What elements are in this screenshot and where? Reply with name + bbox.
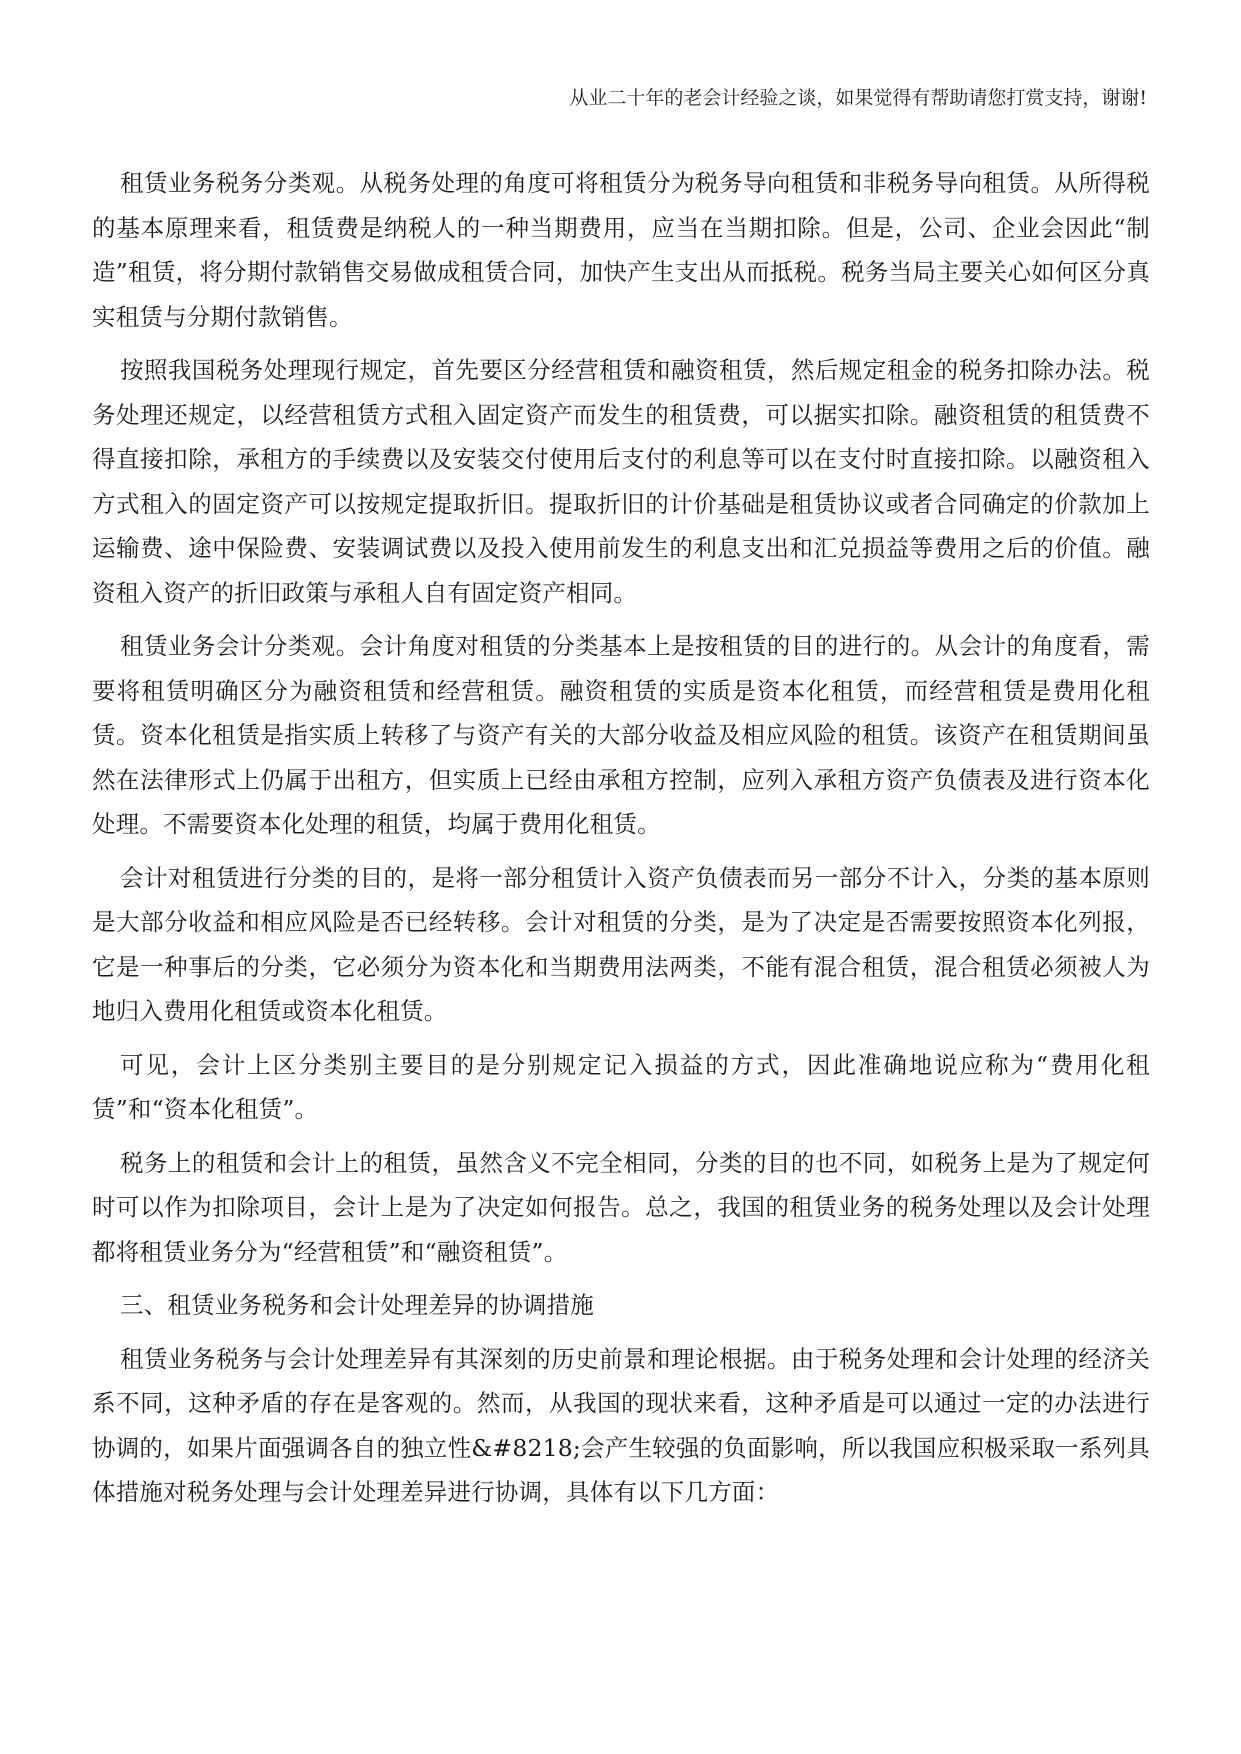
paragraph-gap <box>92 1328 1150 1337</box>
paragraph-gap <box>92 615 1150 624</box>
header-note: 从业二十年的老会计经验之谈，如果觉得有帮助请您打赏支持，谢谢! <box>569 87 1147 109</box>
paragraph-gap <box>92 1132 1150 1141</box>
paragraph-classification-purpose: 会计对租赁进行分类的目的，是将一部分租赁计入资产负债表而另一部分不计入，分类的基本原则是大部分收益和相应风险是否已经转移。会计对租赁的分类，是为了决定是否需要按照资本化列报，它是一种事后的分类，它必须分为资本化和当期费用法两类，不能有混合租赁，混合租赁必须被人为地归入费用化租赁或资本化租赁。 <box>92 863 1150 1025</box>
paragraph-conclusion-naming: 可见，会计上区分类别主要目的是分别规定记入损益的方式，因此准确地说应称为“费用化租赁”和“资本化租赁”。 <box>92 1050 1150 1123</box>
paragraph-accounting-classification: 租赁业务会计分类观。会计角度对租赁的分类基本上是按租赁的目的进行的。从会计的角度看，需要将租赁明确区分为融资租赁和经营租赁。融资租赁的实质是资本化租赁，而经营租赁是费用化租赁。资本化租赁是指实质上转移了与资产有关的大部分收益及相应风险的租赁。该资产在租赁期间虽然在法律形式上仍属于出租方，但实质上已经由承租方控制，应列入承租方资产负债表及进行资本化处理。不需要资本化处理的租赁，均属于费用化租赁。 <box>92 632 1150 838</box>
paragraph-coordination: 租赁业务税务与会计处理差异有其深刻的历史前景和理论根据。由于税务处理和会计处理的经济关系不同，这种矛盾的存在是客观的。然而，从我国的现状来看，这种矛盾是可以通过一定的办法进行协调的，如果片面强调各自的独立性&#8218;会产生较强的负面影响，所以我国应积极采取一系列具体措施对税务处理与会计处理差异进行协调，具体有以下几方面： <box>92 1344 1150 1506</box>
section-heading: 三、租赁业务税务和会计处理差异的协调措施 <box>120 1291 594 1319</box>
paragraph-gap <box>92 339 1150 348</box>
paragraph-tax-rules: 按照我国税务处理现行规定，首先要区分经营租赁和融资租赁，然后规定租金的税务扣除办法。税务处理还规定，以经营租赁方式租入固定资产而发生的租赁费，可以据实扣除。融资租赁的租赁费不得直接扣除，承租方的手续费以及安装交付使用后支付的利息等可以在支付时直接扣除。以融资租入方式租入的固定资产可以按规定提取折旧。提取折旧的计价基础是租赁协议或者合同确定的价款加上运输费、途中保险费、安装调试费以及投入使用前发生的利息支出和汇兑损益等费用之后的价值。融资租入资产的折旧政策与承租人自有固定资产相同。 <box>92 356 1150 607</box>
paragraph-gap <box>92 1274 1150 1283</box>
paragraph-comparison: 税务上的租赁和会计上的租赁，虽然含义不完全相同，分类的目的也不同，如税务上是为了规定何时可以作为扣除项目，会计上是为了决定如何报告。总之，我国的租赁业务的税务处理以及会计处理都将租赁业务分为“经营租赁”和“融资租赁”。 <box>92 1148 1150 1266</box>
document-body <box>92 161 1150 1515</box>
paragraph-gap <box>92 847 1150 856</box>
paragraph-gap <box>92 1034 1150 1043</box>
paragraph-tax-classification: 租赁业务税务分类观。从税务处理的角度可将租赁分为税务导向租赁和非税务导向租赁。从所得税的基本原理来看，租赁费是纳税人的一种当期费用，应当在当期扣除。但是，公司、企业会因此“制造”租赁，将分期付款销售交易做成租赁合同，加快产生支出从而抵税。税务当局主要关心如何区分真实租赁与分期付款销售。 <box>92 169 1150 331</box>
